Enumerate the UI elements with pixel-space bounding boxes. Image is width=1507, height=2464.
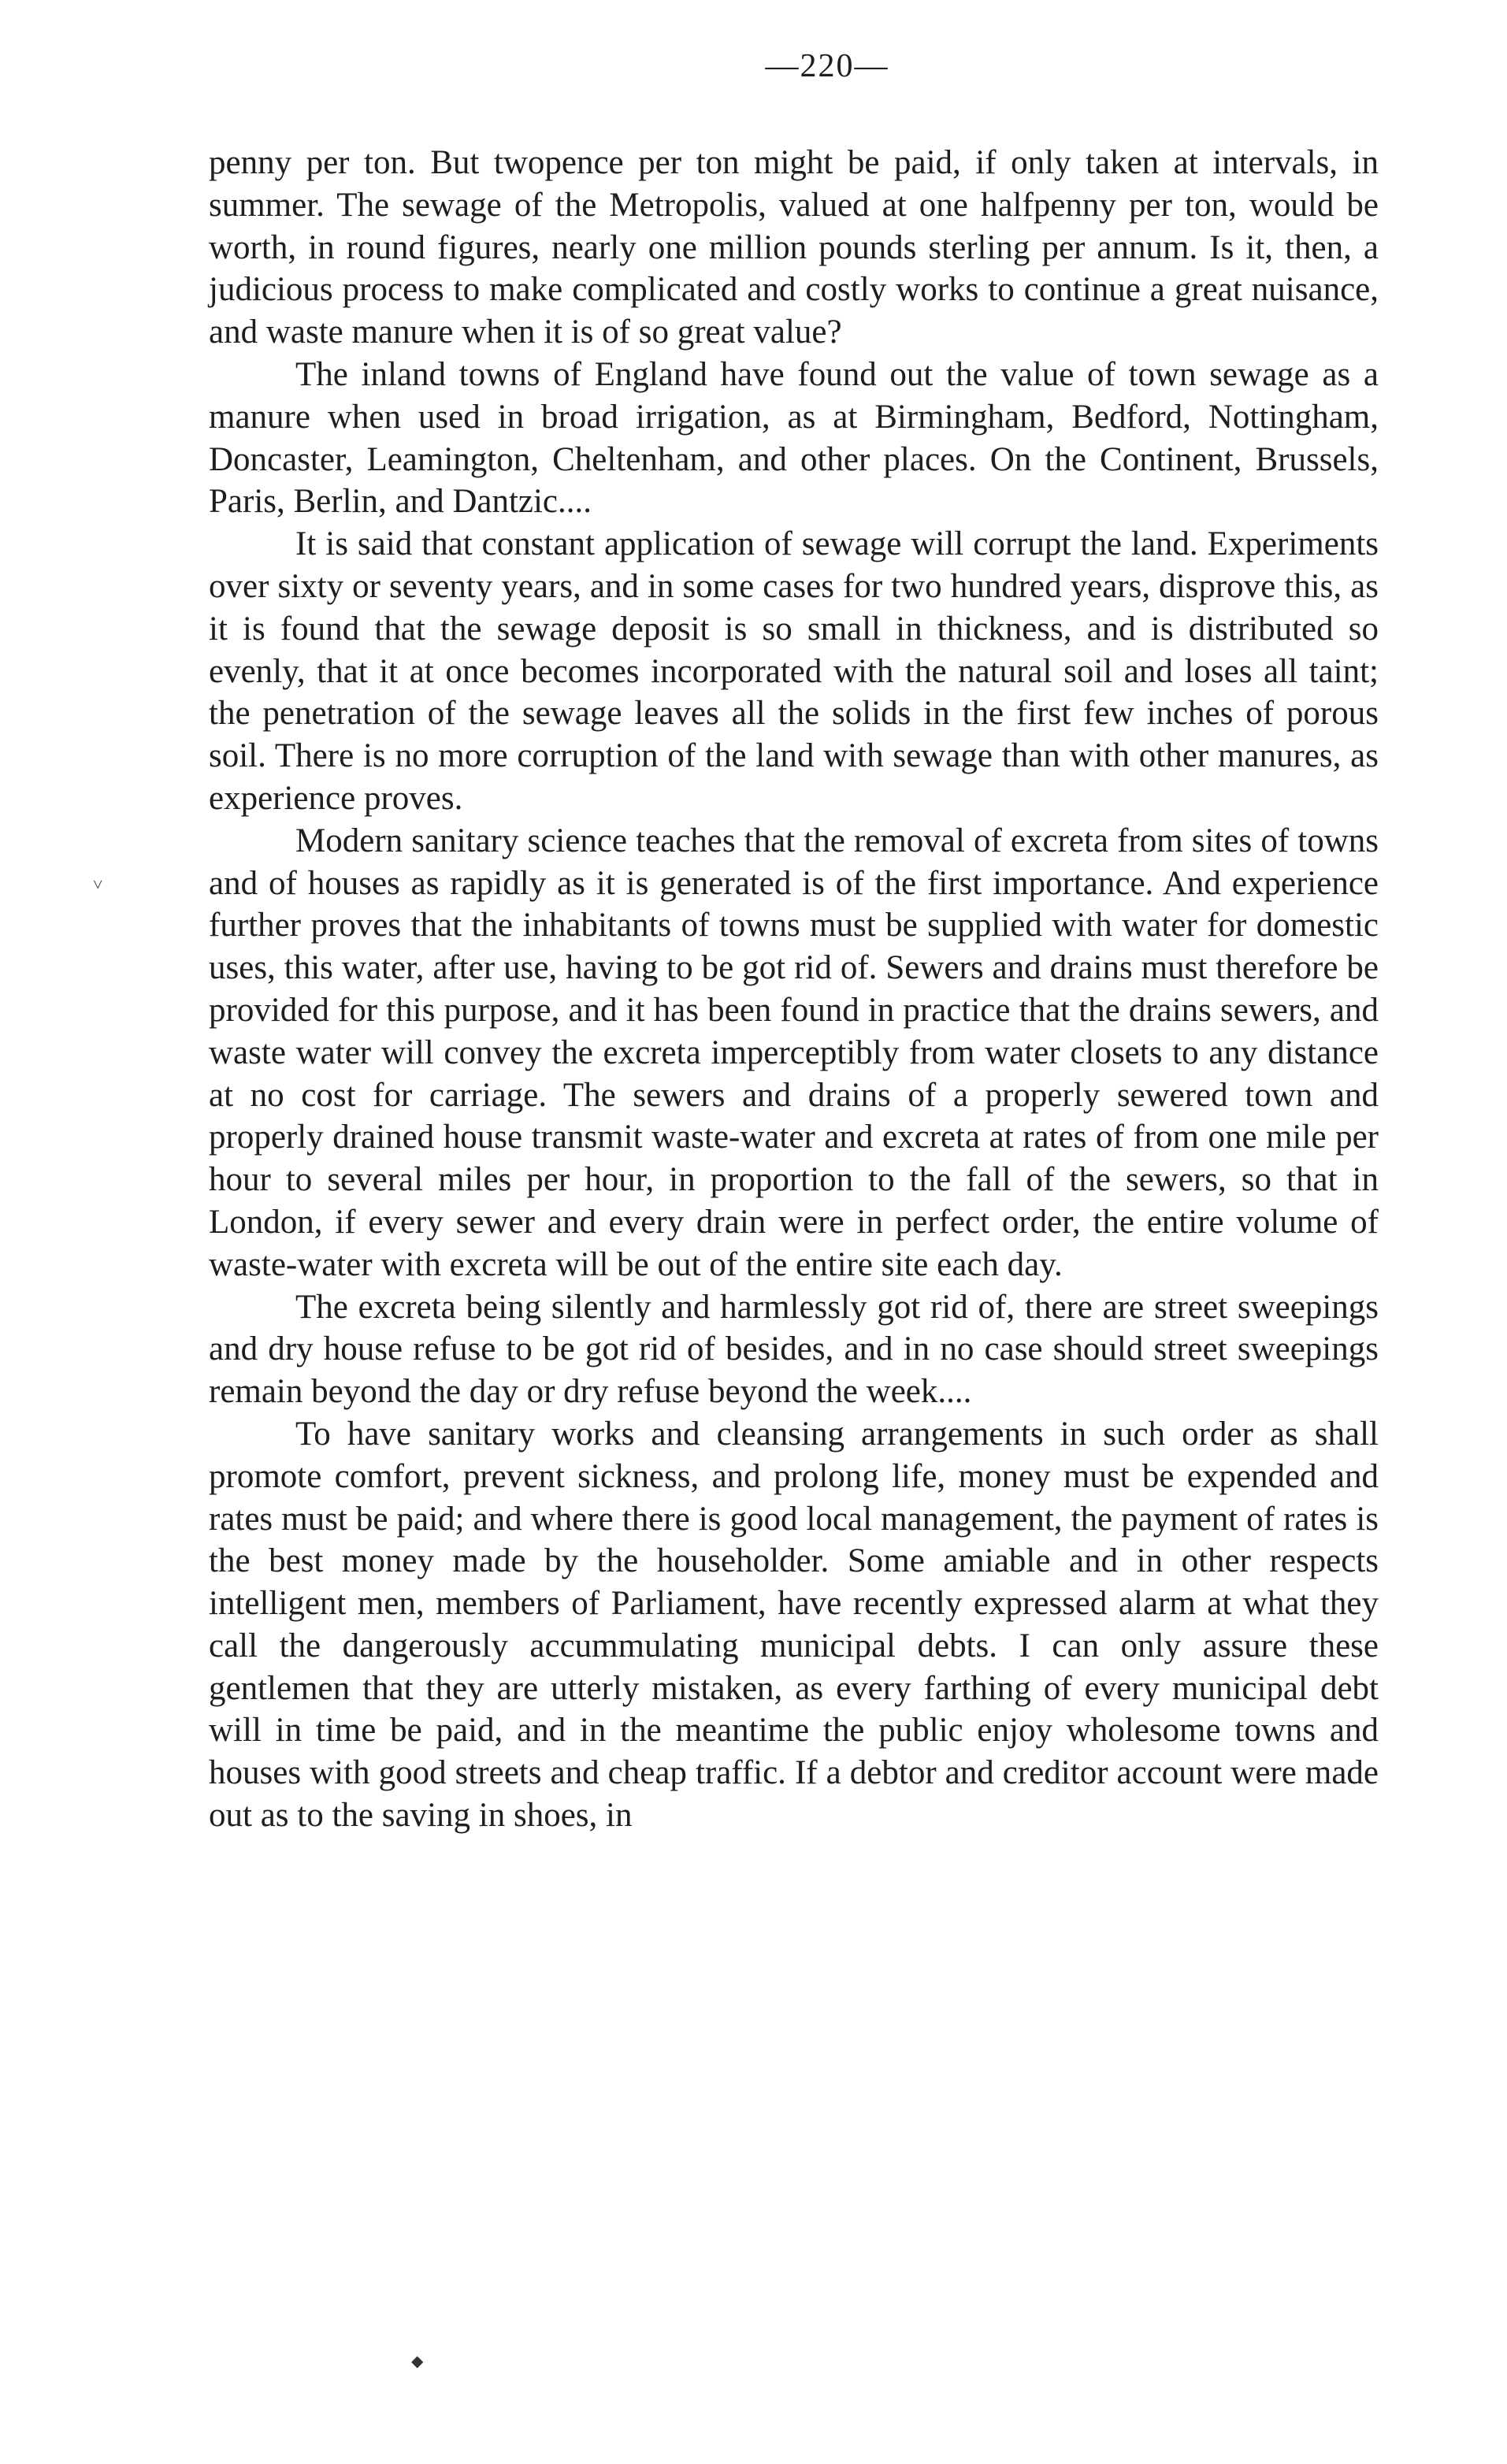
paragraph: Modern sanitary science teaches that the removal of excreta from sites of towns and of houses as rapidly as it is generated is of the first importance. And experience further proves that the inhabitants of towns must be supplied with water for domestic uses, this water, after use, having to be got rid of. Sewers and drains must therefore be provided for this purpose, and it has been found in practice that the drains sewers, and waste water will convey the excreta imperceptibly from water closets to any distance at no cost for carriage. The sewers and drains of a properly sewered town and properly drained house transmit waste-water and excreta at rates of from one mile per hour to several miles per hour, in proportion to the fall of the sewers, so that in London, if every sewer and every drain were in perfect order, the entire volume of waste-water with excreta will be out of the entire site each day.: [209, 822, 1379, 1283]
paragraph: The excreta being silently and harmlessly got rid of, there are street sweepings and dry house refuse to be got rid of besides, and in no case should street sweepings remain beyond the day or dry refuse beyond the week....: [209, 1288, 1379, 1411]
body-text: [209, 142, 1379, 1837]
paragraph: To have sanitary works and cleansing arrangements in such order as shall promote comfort, prevent sickness, and prolong life, money must be expended and rates must be paid; and where there is good local management, the payment of rates is the best money made by the householder. Some amiable and in other respects intelligent men, members of Parliament, have recently expressed alarm at what they call the dangerously accummulating municipal debts. I can only assure these gentlemen that they are utterly mistaken, as every farthing of every municipal debt will in time be paid, and in the meantime the public enjoy wholesome towns and houses with good streets and cheap traffic. If a debtor and creditor account were made out as to the saving in shoes, in: [209, 1415, 1379, 1835]
paragraph: It is said that constant application of sewage will corrupt the land. Experiments over sixty or seventy years, and in some cases for two hundred years, disprove this, as it is found that the sewage deposit is so small in thickness, and is distributed so evenly, that it at once becomes incorporated with the natural soil and loses all taint; the penetration of the sewage leaves all the solids in the first few inches of porous soil. There is no more corruption of the land with sewage than with other manures, as experience proves.: [209, 525, 1379, 817]
paragraph: The inland towns of England have found out the value of town sewage as a manure when used in broad irrigation, as at Birmingham, Bedford, Nottingham, Doncaster, Leamington, Cheltenham, and other places. On the Continent, Brussels, Paris, Berlin, and Dantzic....: [209, 355, 1379, 521]
page-number: —220—: [765, 48, 889, 84]
paragraph: penny per ton. But twopence per ton might be paid, if only taken at intervals, in summer. The sewage of the Metropolis, valued at one halfpenny per ton, would be worth, in round figures, nearly one million pounds sterling per annum. Is it, then, a judicious process to make complicated and costly works to continue a great nuisance, and waste manure when it is of so great value?: [209, 144, 1379, 351]
margin-mark: ˅: [93, 874, 103, 894]
printer-mark: ◆: [411, 2353, 424, 2370]
